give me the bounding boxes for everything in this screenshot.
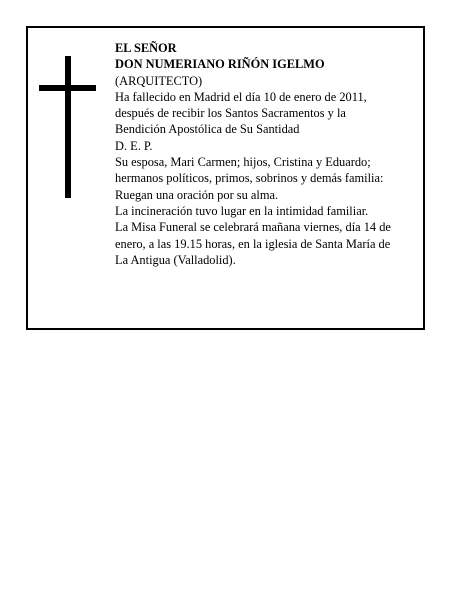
cross-icon	[65, 56, 71, 198]
dep-text: D. E. P.	[115, 138, 153, 153]
obituary-notice	[26, 26, 425, 330]
deceased-name: DON NUMERIANO RIÑÓN IGELMO	[115, 57, 325, 72]
obituary-title: EL SEÑOR	[115, 41, 177, 55]
death-announcement-line: Bendición Apostólica de Su Santidad	[115, 122, 300, 137]
funeral-line: enero, a las 19.15 horas, en la iglesia de Santa María de	[115, 236, 391, 251]
deceased-profession: (ARQUITECTO)	[115, 73, 203, 88]
cross-icon-bar	[39, 85, 96, 91]
cremation-text: La incineración tuvo lugar en la intimidad familiar.	[115, 203, 369, 218]
death-announcement-line: después de recibir los Santos Sacramentos y la	[115, 106, 346, 121]
family-line: Su esposa, Mari Carmen; hijos, Cristina y Eduardo;	[115, 155, 371, 170]
funeral-line: La Antigua (Valladolid).	[115, 252, 236, 267]
family-line: hermanos políticos, primos, sobrinos y demás familia:	[115, 171, 384, 186]
obituary-text	[115, 40, 423, 268]
death-announcement-line: Ha fallecido en Madrid el día 10 de enero de 2011,	[115, 89, 367, 104]
funeral-line: La Misa Funeral se celebrará mañana viernes, día 14 de	[115, 220, 391, 235]
family-line: Ruegan una oración por su alma.	[115, 187, 279, 202]
